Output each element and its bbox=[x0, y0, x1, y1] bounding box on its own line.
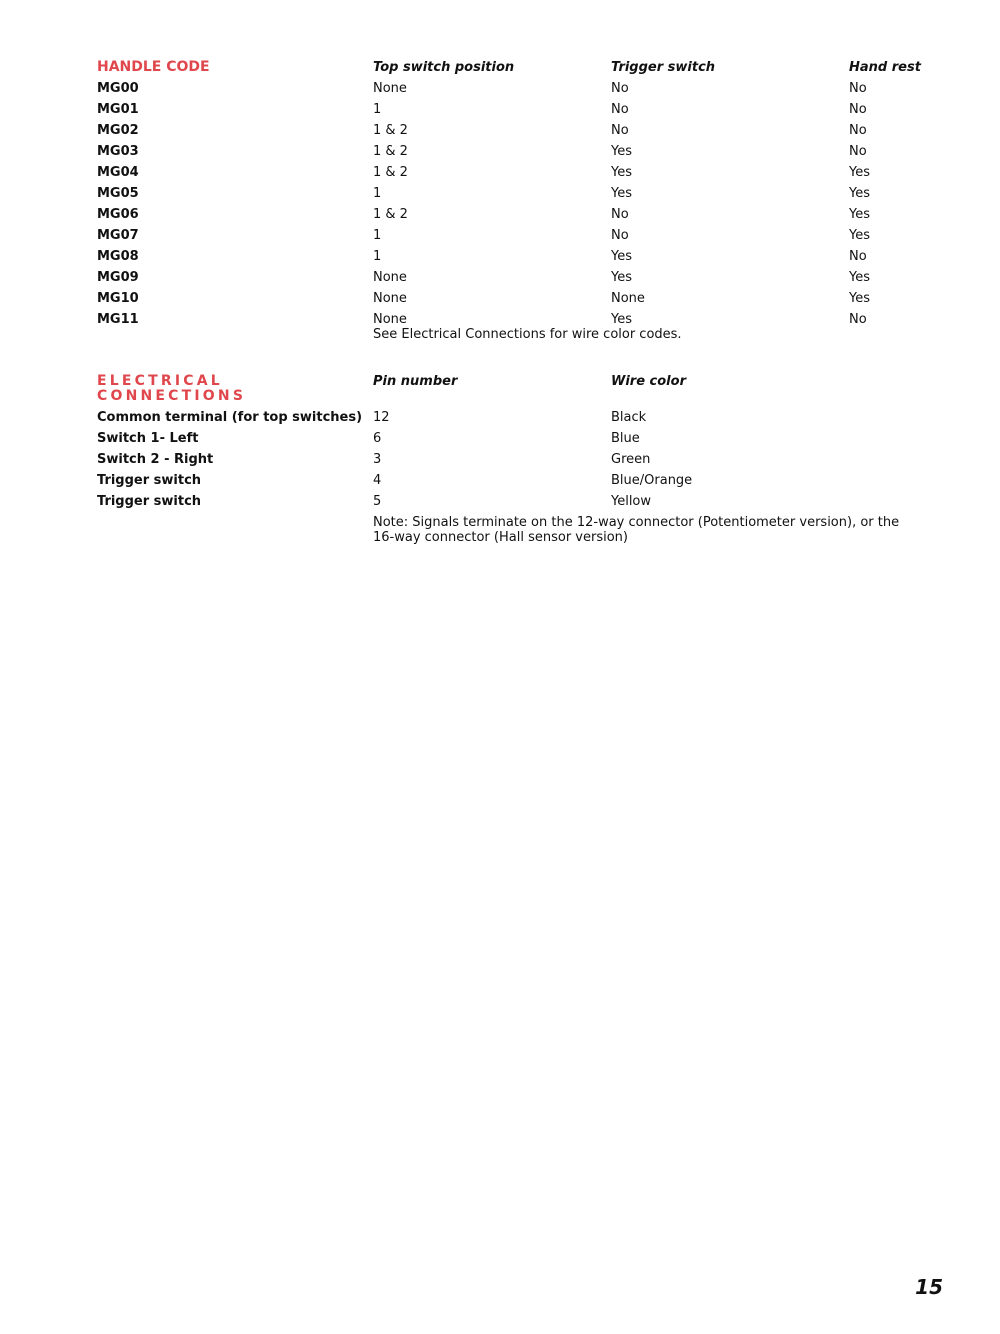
top-switch-position: None bbox=[373, 312, 407, 327]
wire-color: Black bbox=[611, 410, 647, 425]
table-row bbox=[0, 144, 1000, 164]
hand-rest: Yes bbox=[849, 291, 870, 306]
handle-code: MG10 bbox=[97, 291, 139, 306]
top-switch-position: 1 bbox=[373, 186, 382, 201]
table-row bbox=[0, 249, 1000, 269]
connection-name: Common terminal (for top switches) bbox=[97, 410, 363, 425]
handle-code: MG05 bbox=[97, 186, 139, 201]
handle-code: MG03 bbox=[97, 144, 139, 159]
header-pin-number: Pin number bbox=[373, 374, 458, 389]
trigger-switch: Yes bbox=[611, 270, 632, 285]
table-row bbox=[0, 494, 1000, 514]
header-top-switch-position: Top switch position bbox=[373, 60, 515, 75]
table-row bbox=[0, 207, 1000, 227]
table-row bbox=[0, 228, 1000, 248]
trigger-switch: Yes bbox=[611, 186, 632, 201]
handle-code: MG02 bbox=[97, 123, 139, 138]
table-row bbox=[0, 410, 1000, 430]
table-row bbox=[0, 165, 1000, 185]
trigger-switch: No bbox=[611, 102, 629, 117]
trigger-switch: No bbox=[611, 228, 629, 243]
top-switch-position: 1 & 2 bbox=[373, 165, 408, 180]
page-number: 15 bbox=[915, 1275, 943, 1299]
connection-name: Switch 2 - Right bbox=[97, 452, 214, 467]
header-wire-color: Wire color bbox=[611, 374, 686, 389]
top-switch-position: 1 & 2 bbox=[373, 123, 408, 138]
table-row bbox=[0, 81, 1000, 101]
trigger-switch: Yes bbox=[611, 144, 632, 159]
pin-number: 4 bbox=[373, 473, 382, 488]
hand-rest: No bbox=[849, 144, 867, 159]
top-switch-position: 1 & 2 bbox=[373, 144, 408, 159]
electrical-connections-header-row bbox=[0, 374, 1000, 406]
hand-rest: Yes bbox=[849, 165, 870, 180]
header-hand-rest: Hand rest bbox=[849, 60, 921, 75]
table-row bbox=[0, 270, 1000, 290]
trigger-switch: No bbox=[611, 81, 629, 96]
handle-code: MG01 bbox=[97, 102, 139, 117]
table-row bbox=[0, 123, 1000, 143]
handle-code: MG08 bbox=[97, 249, 139, 264]
trigger-switch: No bbox=[611, 123, 629, 138]
handle-code: MG11 bbox=[97, 312, 139, 327]
hand-rest: No bbox=[849, 249, 867, 264]
pin-number: 6 bbox=[373, 431, 382, 446]
table-row bbox=[0, 186, 1000, 206]
handle-code: MG07 bbox=[97, 228, 139, 243]
handle-code-title: HANDLE CODE bbox=[97, 59, 210, 75]
hand-rest: Yes bbox=[849, 270, 870, 285]
table-row bbox=[0, 431, 1000, 451]
table-row bbox=[0, 452, 1000, 472]
handle-code: MG09 bbox=[97, 270, 139, 285]
hand-rest: Yes bbox=[849, 207, 870, 222]
pin-number: 5 bbox=[373, 494, 382, 509]
handle-code: MG04 bbox=[97, 165, 139, 180]
hand-rest: No bbox=[849, 312, 867, 327]
connection-name: Switch 1- Left bbox=[97, 431, 199, 446]
top-switch-position: 1 bbox=[373, 228, 382, 243]
table-row bbox=[0, 473, 1000, 493]
connection-name: Trigger switch bbox=[97, 473, 202, 488]
handle-code: MG00 bbox=[97, 81, 139, 96]
electrical-connections-title bbox=[97, 374, 246, 404]
top-switch-position: 1 bbox=[373, 249, 382, 264]
top-switch-position: 1 & 2 bbox=[373, 207, 408, 222]
electrical-title-line1: ELECTRICAL bbox=[97, 373, 223, 389]
hand-rest: Yes bbox=[849, 186, 870, 201]
handle-code: MG06 bbox=[97, 207, 139, 222]
pin-number: 3 bbox=[373, 452, 382, 467]
trigger-switch: None bbox=[611, 291, 645, 306]
table-row bbox=[0, 102, 1000, 122]
wire-color: Blue/Orange bbox=[611, 473, 693, 488]
connection-name: Trigger switch bbox=[97, 494, 202, 509]
trigger-switch: No bbox=[611, 207, 629, 222]
hand-rest: No bbox=[849, 81, 867, 96]
hand-rest: No bbox=[849, 123, 867, 138]
top-switch-position: None bbox=[373, 291, 407, 306]
handle-code-header-row bbox=[0, 60, 1000, 80]
trigger-switch: Yes bbox=[611, 312, 632, 327]
electrical-connections-note: Note: Signals terminate on the 12-way connector (Potentiometer version), or the 16-way connector (Hall sensor version) bbox=[373, 515, 900, 545]
trigger-switch: Yes bbox=[611, 249, 632, 264]
handle-code-note: See Electrical Connections for wire color codes. bbox=[373, 327, 682, 342]
top-switch-position: None bbox=[373, 81, 407, 96]
table-row bbox=[0, 291, 1000, 311]
electrical-title-line2: CONNECTIONS bbox=[97, 388, 247, 404]
wire-color: Green bbox=[611, 452, 651, 467]
wire-color: Yellow bbox=[611, 494, 652, 509]
trigger-switch: Yes bbox=[611, 165, 632, 180]
pin-number: 12 bbox=[373, 410, 390, 425]
hand-rest: Yes bbox=[849, 228, 870, 243]
top-switch-position: None bbox=[373, 270, 407, 285]
top-switch-position: 1 bbox=[373, 102, 382, 117]
header-trigger-switch: Trigger switch bbox=[611, 60, 716, 75]
hand-rest: No bbox=[849, 102, 867, 117]
wire-color: Blue bbox=[611, 431, 640, 446]
